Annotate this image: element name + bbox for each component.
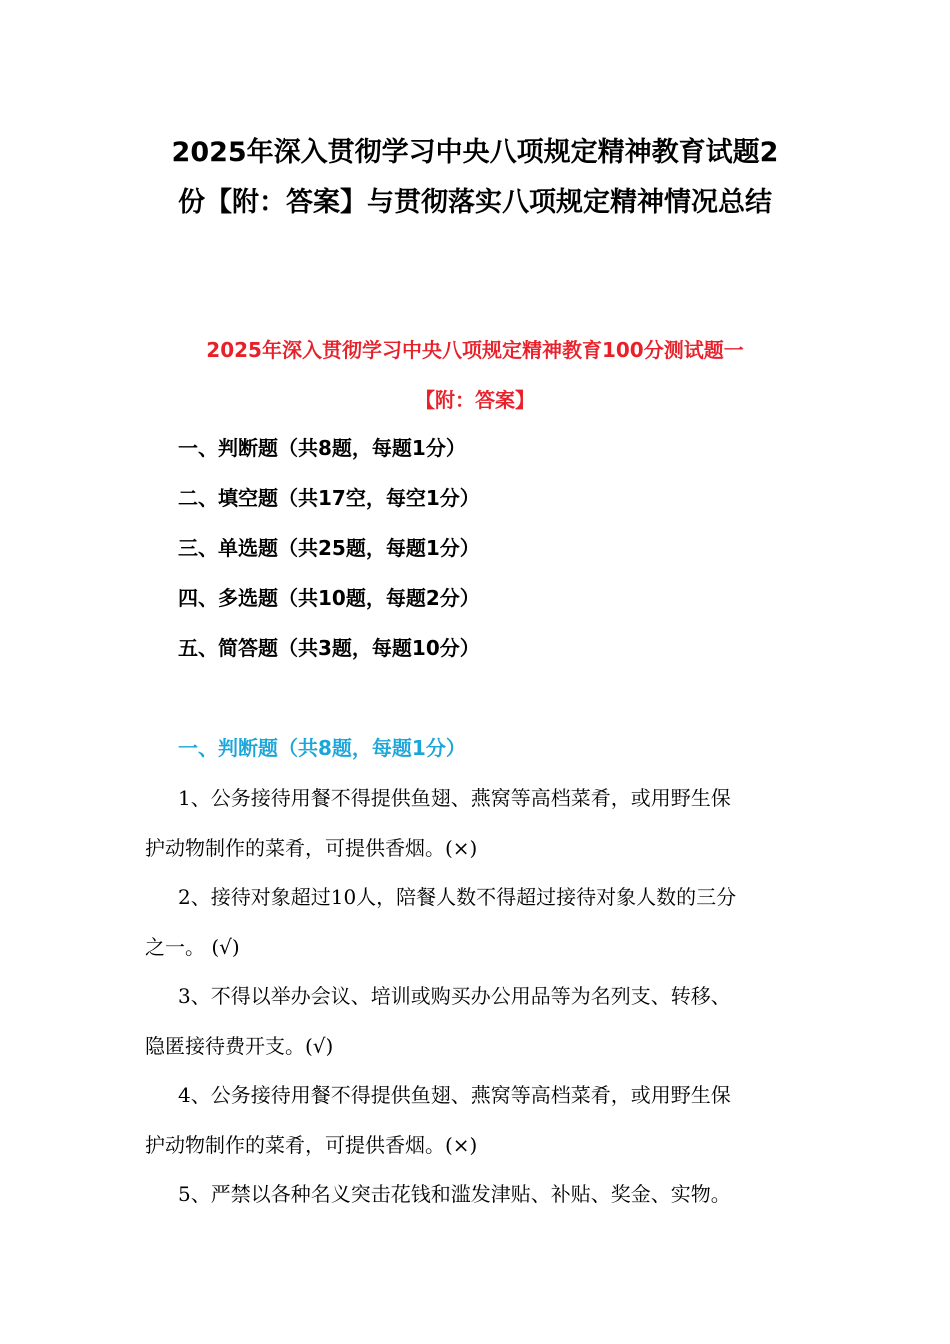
toc-item-true-false: 一、判断题（共8题，每题1分） xyxy=(178,436,466,460)
test-title-line-2: 【附：答案】 xyxy=(415,388,535,412)
question-2-line-2: 之一。 (√) xyxy=(145,935,240,959)
question-5-line-1: 5、严禁以各种名义突击花钱和滥发津贴、补贴、奖金、实物。 xyxy=(178,1182,731,1206)
section-heading-true-false: 一、判断题（共8题，每题1分） xyxy=(178,736,466,760)
question-1-line-2: 护动物制作的菜肴，可提供香烟。(×) xyxy=(145,836,478,860)
document-title-line-1: 2025年深入贯彻学习中央八项规定精神教育试题2 xyxy=(171,137,779,168)
toc-item-single-choice: 三、单选题（共25题，每题1分） xyxy=(178,536,480,560)
document-title-line-2: 份【附：答案】与贯彻落实八项规定精神情况总结 xyxy=(178,187,772,218)
question-3-line-1: 3、不得以举办会议、培训或购买办公用品等为名列支、转移、 xyxy=(178,984,731,1008)
test-title-line-1: 2025年深入贯彻学习中央八项规定精神教育100分测试题一 xyxy=(206,338,744,362)
question-4-line-1: 4、公务接待用餐不得提供鱼翅、燕窝等高档菜肴，或用野生保 xyxy=(178,1083,731,1107)
toc-item-short-answer: 五、简答题（共3题，每题10分） xyxy=(178,636,480,660)
question-4-line-2: 护动物制作的菜肴，可提供香烟。(×) xyxy=(145,1133,478,1157)
question-2-line-1: 2、接待对象超过10人，陪餐人数不得超过接待对象人数的三分 xyxy=(178,885,737,909)
toc-item-fill-blank: 二、填空题（共17空，每空1分） xyxy=(178,486,480,510)
toc-item-multiple-choice: 四、多选题（共10题，每题2分） xyxy=(178,586,480,610)
question-1-line-1: 1、公务接待用餐不得提供鱼翅、燕窝等高档菜肴，或用野生保 xyxy=(178,786,731,810)
question-3-line-2: 隐匿接待费开支。(√) xyxy=(145,1034,334,1058)
